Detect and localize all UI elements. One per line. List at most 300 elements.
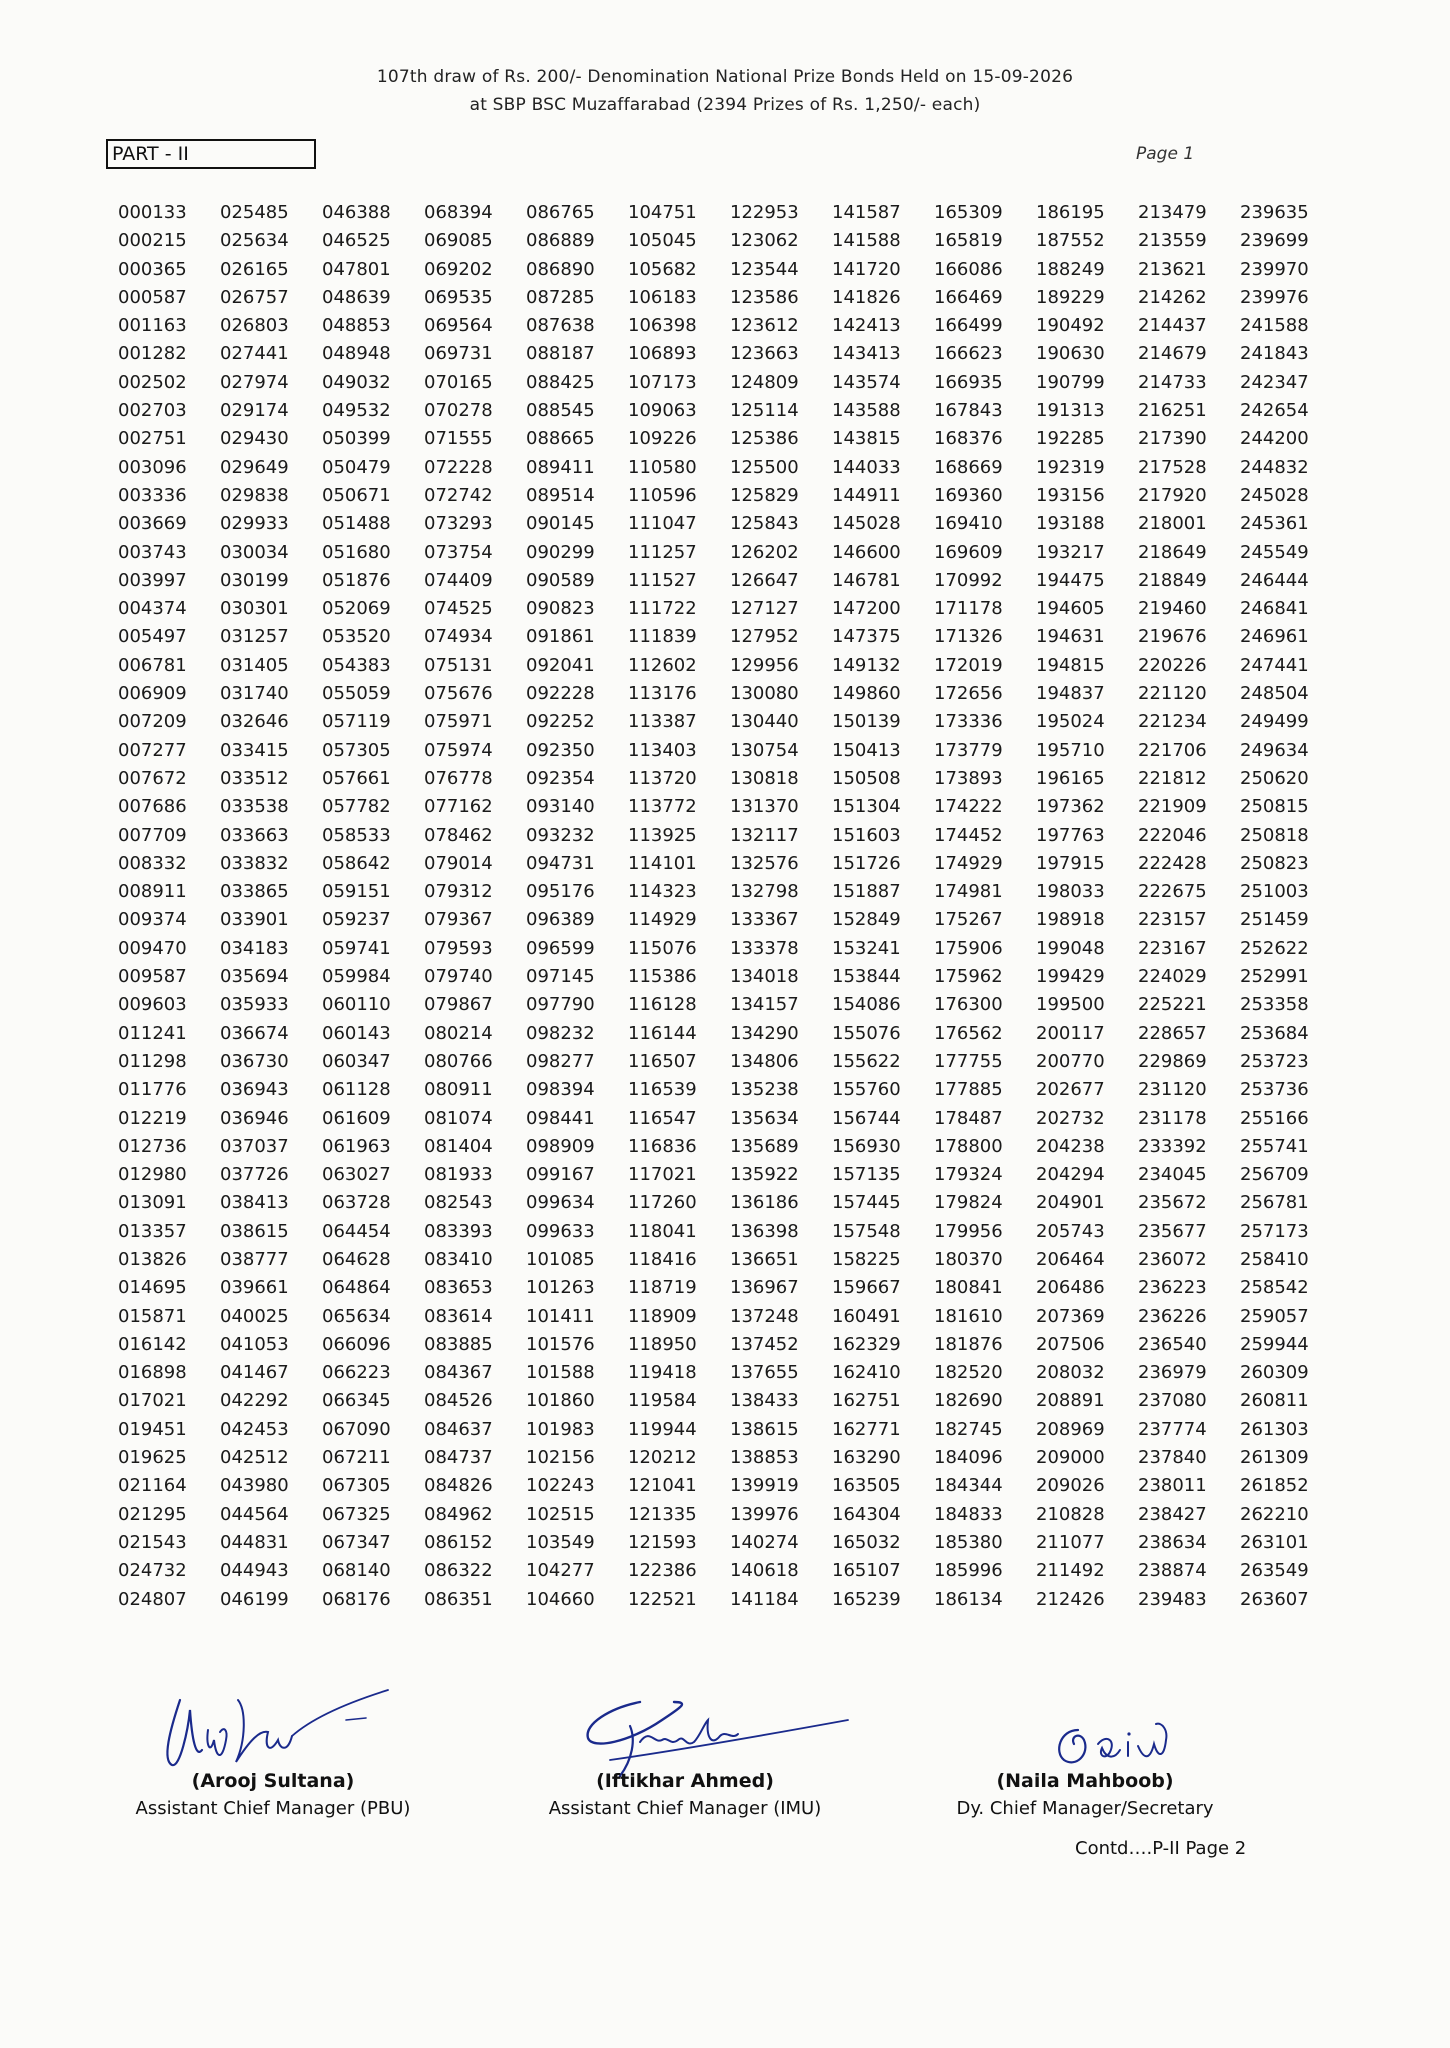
prize-bond-number: 001282 (118, 343, 187, 365)
prize-bond-number: 053520 (322, 626, 391, 648)
prize-bond-number: 074409 (424, 569, 493, 591)
prize-bond-number: 134806 (730, 1050, 799, 1072)
prize-bond-number: 198918 (1036, 909, 1105, 931)
prize-bond-number: 000587 (118, 286, 187, 308)
prize-bond-number: 122521 (628, 1588, 697, 1610)
prize-bond-number: 221234 (1138, 711, 1207, 733)
prize-bond-number: 263549 (1240, 1560, 1309, 1582)
prize-bond-number: 135922 (730, 1164, 799, 1186)
prize-bond-number: 075974 (424, 739, 493, 761)
prize-bond-number: 077162 (424, 796, 493, 818)
prize-bond-number: 066223 (322, 1362, 391, 1384)
prize-bond-number: 136967 (730, 1277, 799, 1299)
prize-bond-number: 029174 (220, 400, 289, 422)
prize-bond-number: 139919 (730, 1475, 799, 1497)
prize-bond-number: 130440 (730, 711, 799, 733)
prize-bond-number: 246841 (1240, 598, 1309, 620)
prize-bond-number: 092041 (526, 654, 595, 676)
prize-bond-number: 046199 (220, 1588, 289, 1610)
prize-bond-number: 097790 (526, 994, 595, 1016)
prize-bond-number: 105682 (628, 258, 697, 280)
prize-bond-number: 003669 (118, 513, 187, 535)
prize-bond-number: 084826 (424, 1475, 493, 1497)
prize-bond-number: 064864 (322, 1277, 391, 1299)
prize-bond-number: 086322 (424, 1560, 493, 1582)
prize-bond-number: 163505 (832, 1475, 901, 1497)
signatory-1-title: Assistant Chief Manager (PBU) (135, 1798, 411, 1819)
prize-bond-number: 214733 (1138, 371, 1207, 393)
prize-bond-number: 063027 (322, 1164, 391, 1186)
prize-bond-number: 165819 (934, 230, 1003, 252)
prize-bond-number: 158225 (832, 1248, 901, 1270)
prize-bond-number: 033832 (220, 852, 289, 874)
prize-bond-number: 000365 (118, 258, 187, 280)
prize-bond-number: 237080 (1138, 1390, 1207, 1412)
prize-bond-number: 130754 (730, 739, 799, 761)
prize-bond-number: 057119 (322, 711, 391, 733)
prize-bond-number: 147200 (832, 598, 901, 620)
prize-bond-number: 081404 (424, 1135, 493, 1157)
prize-bond-number: 143413 (832, 343, 901, 365)
prize-bond-number: 229869 (1138, 1050, 1207, 1072)
prize-bond-number: 068140 (322, 1560, 391, 1582)
prize-bond-number: 084737 (424, 1447, 493, 1469)
prize-bond-number: 223167 (1138, 937, 1207, 959)
prize-bond-number: 113176 (628, 683, 697, 705)
prize-bond-number: 257173 (1240, 1220, 1309, 1242)
prize-bond-number: 051488 (322, 513, 391, 535)
prize-bond-number: 255741 (1240, 1135, 1309, 1157)
prize-bond-number: 165032 (832, 1531, 901, 1553)
prize-bond-number: 239976 (1240, 286, 1309, 308)
prize-bond-number: 204901 (1036, 1192, 1105, 1214)
prize-bond-number: 002703 (118, 400, 187, 422)
prize-bond-number: 030301 (220, 598, 289, 620)
prize-bond-number: 081933 (424, 1164, 493, 1186)
prize-bond-number: 084526 (424, 1390, 493, 1412)
prize-bond-number: 190492 (1036, 315, 1105, 337)
prize-bond-number: 236223 (1138, 1277, 1207, 1299)
prize-bond-number: 151726 (832, 852, 901, 874)
prize-bond-number: 113720 (628, 767, 697, 789)
prize-bond-number: 044831 (220, 1531, 289, 1553)
prize-bond-number: 213479 (1138, 202, 1207, 223)
prize-bond-number: 119944 (628, 1418, 697, 1440)
prize-bond-number: 129956 (730, 654, 799, 676)
prize-bond-number: 202677 (1036, 1079, 1105, 1101)
prize-bond-number: 217528 (1138, 456, 1207, 478)
prize-bond-number: 219460 (1138, 598, 1207, 620)
prize-bond-number: 245549 (1240, 541, 1309, 563)
prize-bond-number: 050479 (322, 456, 391, 478)
prize-bond-number: 175267 (934, 909, 1003, 931)
prize-bond-number: 079014 (424, 852, 493, 874)
prize-bond-number: 113403 (628, 739, 697, 761)
prize-bond-number: 126647 (730, 569, 799, 591)
prize-bond-number: 054383 (322, 654, 391, 676)
prize-bond-number: 044564 (220, 1503, 289, 1525)
prize-bond-number: 233392 (1138, 1135, 1207, 1157)
prize-bond-number: 216251 (1138, 400, 1207, 422)
prize-bond-number: 081074 (424, 1107, 493, 1129)
prize-bond-number: 118041 (628, 1220, 697, 1242)
prize-bond-number: 011776 (118, 1079, 187, 1101)
prize-bond-number: 006781 (118, 654, 187, 676)
prize-bond-number: 055059 (322, 683, 391, 705)
prize-bond-number: 086765 (526, 202, 595, 223)
prize-bond-number: 033865 (220, 881, 289, 903)
prize-bond-number: 033901 (220, 909, 289, 931)
prize-bond-number: 228657 (1138, 1022, 1207, 1044)
prize-bond-number: 250620 (1240, 767, 1309, 789)
prize-bond-number: 166623 (934, 343, 1003, 365)
prize-bond-number: 263101 (1240, 1531, 1309, 1553)
prize-bond-number: 041053 (220, 1333, 289, 1355)
prize-bond-number: 041467 (220, 1362, 289, 1384)
prize-bond-number: 043980 (220, 1475, 289, 1497)
prize-bond-number: 168376 (934, 428, 1003, 450)
prize-bond-number: 180841 (934, 1277, 1003, 1299)
prize-bond-number: 241843 (1240, 343, 1309, 365)
prize-bond-number: 180370 (934, 1248, 1003, 1270)
prize-bond-number: 011298 (118, 1050, 187, 1072)
prize-bond-number: 181610 (934, 1305, 1003, 1327)
prize-bond-number: 050399 (322, 428, 391, 450)
prize-bond-number: 246961 (1240, 626, 1309, 648)
prize-bond-number: 150139 (832, 711, 901, 733)
prize-bond-number: 065634 (322, 1305, 391, 1327)
prize-bond-number: 223157 (1138, 909, 1207, 931)
prize-bond-number: 199500 (1036, 994, 1105, 1016)
prize-bond-number: 202732 (1036, 1107, 1105, 1129)
prize-bond-number: 106398 (628, 315, 697, 337)
prize-bond-number: 091861 (526, 626, 595, 648)
prize-bond-number: 117260 (628, 1192, 697, 1214)
prize-bond-number: 118416 (628, 1248, 697, 1270)
prize-bond-number: 072228 (424, 456, 493, 478)
prize-bond-number: 242347 (1240, 371, 1309, 393)
prize-bond-number: 236979 (1138, 1362, 1207, 1384)
prize-bond-number: 258542 (1240, 1277, 1309, 1299)
prize-bond-number: 050671 (322, 484, 391, 506)
number-column (1138, 199, 1240, 1614)
prize-bond-number: 026757 (220, 286, 289, 308)
prize-bond-number: 089411 (526, 456, 595, 478)
number-column (220, 199, 322, 1614)
prize-bond-number: 166499 (934, 315, 1003, 337)
prize-bond-number: 006909 (118, 683, 187, 705)
prize-bond-number: 123663 (730, 343, 799, 365)
prize-bond-number: 011241 (118, 1022, 187, 1044)
prize-bond-number: 155076 (832, 1022, 901, 1044)
prize-bond-number: 208891 (1036, 1390, 1105, 1412)
prize-bond-number: 152849 (832, 909, 901, 931)
prize-bond-number: 236072 (1138, 1248, 1207, 1270)
draw-subtitle: at SBP BSC Muzaffarabad (2394 Prizes of Rs. 1,250/- each) (469, 95, 981, 115)
prize-bond-number: 125843 (730, 513, 799, 535)
prize-bond-number: 187552 (1036, 230, 1105, 252)
prize-bond-number: 033538 (220, 796, 289, 818)
prize-bond-number: 125829 (730, 484, 799, 506)
signatory-3-title: Dy. Chief Manager/Secretary (956, 1798, 1214, 1819)
prize-bond-number: 088425 (526, 371, 595, 393)
prize-bond-number: 153844 (832, 966, 901, 988)
prize-bond-number: 083653 (424, 1277, 493, 1299)
prize-bond-number: 118719 (628, 1277, 697, 1299)
prize-bond-number: 090145 (526, 513, 595, 535)
prize-bond-number: 082543 (424, 1192, 493, 1214)
prize-bond-number: 151603 (832, 824, 901, 846)
prize-bond-number: 003743 (118, 541, 187, 563)
prize-bond-number: 256781 (1240, 1192, 1309, 1214)
prize-bond-number: 095176 (526, 881, 595, 903)
signatory-2-name: (Iftikhar Ahmed) (596, 1770, 774, 1792)
signatory-1 (108, 1770, 438, 1819)
prize-bond-number: 260811 (1240, 1390, 1309, 1412)
prize-bond-number: 034183 (220, 937, 289, 959)
prize-bond-number: 190799 (1036, 371, 1105, 393)
prize-bond-number: 021543 (118, 1531, 187, 1553)
prize-bond-number: 194475 (1036, 569, 1105, 591)
prize-bond-number: 236540 (1138, 1333, 1207, 1355)
prize-bond-number: 199429 (1036, 966, 1105, 988)
prize-bond-number: 122953 (730, 202, 799, 223)
prize-bond-number: 098394 (526, 1079, 595, 1101)
prize-bond-number: 003096 (118, 456, 187, 478)
prize-bond-number: 168669 (934, 456, 1003, 478)
number-column (934, 199, 1036, 1614)
prize-bond-number: 174452 (934, 824, 1003, 846)
prize-bond-number: 162751 (832, 1390, 901, 1412)
prize-bond-number: 017021 (118, 1390, 187, 1412)
prize-bond-number: 013357 (118, 1220, 187, 1242)
number-column (424, 199, 526, 1614)
prize-bond-number: 166935 (934, 371, 1003, 393)
number-column (1240, 199, 1342, 1614)
prize-bond-number: 123544 (730, 258, 799, 280)
number-column (1036, 199, 1138, 1614)
prize-bond-number: 079593 (424, 937, 493, 959)
prize-bond-number: 162329 (832, 1333, 901, 1355)
prize-bond-number: 170992 (934, 569, 1003, 591)
prize-bond-number: 000133 (118, 202, 187, 223)
prize-bond-number: 193188 (1036, 513, 1105, 535)
prize-bond-number: 206464 (1036, 1248, 1105, 1270)
prize-bond-number: 182745 (934, 1418, 1003, 1440)
prize-bond-number: 155622 (832, 1050, 901, 1072)
prize-bond-number: 035694 (220, 966, 289, 988)
prize-bond-number: 110580 (628, 456, 697, 478)
prize-bond-number: 042512 (220, 1447, 289, 1469)
signatory-2 (520, 1770, 850, 1819)
prize-bond-number: 083410 (424, 1248, 493, 1270)
prize-bond-number: 247441 (1240, 654, 1309, 676)
prize-bond-number: 027974 (220, 371, 289, 393)
prize-bond-number: 116836 (628, 1135, 697, 1157)
prize-bond-number: 174222 (934, 796, 1003, 818)
prize-bond-number: 044943 (220, 1560, 289, 1582)
prize-bond-number: 021164 (118, 1475, 187, 1497)
prize-bond-number: 231120 (1138, 1079, 1207, 1101)
prize-bond-number: 099633 (526, 1220, 595, 1242)
prize-bond-number: 074525 (424, 598, 493, 620)
prize-bond-number: 086889 (526, 230, 595, 252)
prize-bond-number: 092350 (526, 739, 595, 761)
prize-bond-number: 127952 (730, 626, 799, 648)
prize-bond-number: 234045 (1138, 1164, 1207, 1186)
prize-bond-number: 121335 (628, 1503, 697, 1525)
prize-bond-number: 255166 (1240, 1107, 1309, 1129)
prize-bond-number: 149860 (832, 683, 901, 705)
prize-bond-number: 238874 (1138, 1560, 1207, 1582)
prize-bond-number: 119584 (628, 1390, 697, 1412)
prize-bond-number: 012219 (118, 1107, 187, 1129)
prize-bond-number: 116128 (628, 994, 697, 1016)
prize-bond-number: 120212 (628, 1447, 697, 1469)
prize-bond-number: 252991 (1240, 966, 1309, 988)
prize-bond-number: 123586 (730, 286, 799, 308)
signature-arooj-sultana (150, 1670, 410, 1780)
prize-bond-number: 111839 (628, 626, 697, 648)
prize-bond-number: 261309 (1240, 1447, 1309, 1469)
prize-bond-number: 134018 (730, 966, 799, 988)
prize-bond-number: 253736 (1240, 1079, 1309, 1101)
prize-bond-number: 251459 (1240, 909, 1309, 931)
prize-bond-number: 147375 (832, 626, 901, 648)
prize-bond-number: 238011 (1138, 1475, 1207, 1497)
prize-bond-number: 067305 (322, 1475, 391, 1497)
prize-bond-number: 118909 (628, 1305, 697, 1327)
signatory-3 (930, 1770, 1240, 1819)
prize-bond-number: 141184 (730, 1588, 799, 1610)
prize-bond-number: 250818 (1240, 824, 1309, 846)
prize-bond-number: 256709 (1240, 1164, 1309, 1186)
prize-bond-number: 107173 (628, 371, 697, 393)
prize-bond-number: 156930 (832, 1135, 901, 1157)
prize-bond-number: 051680 (322, 541, 391, 563)
prize-bond-number: 036946 (220, 1107, 289, 1129)
prize-bond-number: 012736 (118, 1135, 187, 1157)
prize-bond-number: 079367 (424, 909, 493, 931)
prize-bond-number: 015871 (118, 1305, 187, 1327)
prize-bond-number: 164304 (832, 1503, 901, 1525)
prize-bond-number: 221812 (1138, 767, 1207, 789)
prize-bond-number: 101263 (526, 1277, 595, 1299)
prize-bond-number: 102243 (526, 1475, 595, 1497)
prize-bond-number: 084637 (424, 1418, 493, 1440)
prize-bond-number: 221120 (1138, 683, 1207, 705)
prize-bond-number: 068176 (322, 1588, 391, 1610)
prize-bond-number: 009470 (118, 937, 187, 959)
prize-bond-number: 196165 (1036, 767, 1105, 789)
prize-bond-number: 173336 (934, 711, 1003, 733)
prize-bond-number: 111257 (628, 541, 697, 563)
prize-bond-number: 218649 (1138, 541, 1207, 563)
prize-bond-number: 115386 (628, 966, 697, 988)
prize-bond-number: 237840 (1138, 1447, 1207, 1469)
prize-bond-number: 179324 (934, 1164, 1003, 1186)
prize-bond-number: 060110 (322, 994, 391, 1016)
prize-bond-number: 165107 (832, 1560, 901, 1582)
prize-bond-number: 172019 (934, 654, 1003, 676)
prize-bond-number: 059237 (322, 909, 391, 931)
prize-bond-number: 057661 (322, 767, 391, 789)
prize-bond-number: 075971 (424, 711, 493, 733)
prize-bond-number: 199048 (1036, 937, 1105, 959)
prize-bond-number: 088665 (526, 428, 595, 450)
prize-bond-number: 217390 (1138, 428, 1207, 450)
prize-bond-number: 032646 (220, 711, 289, 733)
prize-bond-number: 073293 (424, 513, 493, 535)
prize-bond-number: 049032 (322, 371, 391, 393)
prize-bond-number: 079740 (424, 966, 493, 988)
prize-bond-number: 051876 (322, 569, 391, 591)
prize-bond-number: 042453 (220, 1418, 289, 1440)
prize-bond-number: 246444 (1240, 569, 1309, 591)
prize-bond-number: 114101 (628, 852, 697, 874)
prize-bond-number: 101411 (526, 1305, 595, 1327)
prize-bond-number: 083393 (424, 1220, 493, 1242)
prize-bond-number: 086152 (424, 1531, 493, 1553)
prize-bond-number: 200117 (1036, 1022, 1105, 1044)
prize-bond-number: 094731 (526, 852, 595, 874)
prize-bond-number: 235672 (1138, 1192, 1207, 1214)
prize-bond-number: 134290 (730, 1022, 799, 1044)
prize-bond-number: 116547 (628, 1107, 697, 1129)
prize-bond-number: 031740 (220, 683, 289, 705)
prize-bond-number: 039661 (220, 1277, 289, 1299)
prize-bond-number: 086351 (424, 1588, 493, 1610)
prize-bond-number: 245361 (1240, 513, 1309, 535)
prize-bond-number: 185996 (934, 1560, 1003, 1582)
prize-bond-number: 141588 (832, 230, 901, 252)
prize-bond-number: 119418 (628, 1362, 697, 1384)
prize-bond-number: 092228 (526, 683, 595, 705)
prize-bond-number: 249634 (1240, 739, 1309, 761)
prize-bond-number: 099634 (526, 1192, 595, 1214)
prize-bond-number: 174981 (934, 881, 1003, 903)
number-column (832, 199, 934, 1614)
prize-bond-number: 184344 (934, 1475, 1003, 1497)
prize-bond-number: 048853 (322, 315, 391, 337)
prize-bond-number: 049532 (322, 400, 391, 422)
signatory-2-title: Assistant Chief Manager (IMU) (548, 1798, 822, 1819)
prize-bond-number: 167843 (934, 400, 1003, 422)
prize-bond-number: 088187 (526, 343, 595, 365)
prize-bond-number-table (118, 199, 1340, 1614)
prize-bond-number: 262210 (1240, 1503, 1309, 1525)
prize-bond-number: 016142 (118, 1333, 187, 1355)
prize-bond-number: 040025 (220, 1305, 289, 1327)
prize-bond-number: 072742 (424, 484, 493, 506)
prize-bond-number: 079867 (424, 994, 493, 1016)
prize-bond-number: 003997 (118, 569, 187, 591)
prize-bond-number: 098232 (526, 1022, 595, 1044)
prize-bond-number: 144911 (832, 484, 901, 506)
prize-bond-number: 204238 (1036, 1135, 1105, 1157)
prize-bond-number: 239635 (1240, 202, 1309, 223)
prize-bond-number: 009374 (118, 909, 187, 931)
prize-bond-number: 261852 (1240, 1475, 1309, 1497)
prize-bond-number: 029933 (220, 513, 289, 535)
prize-bond-number: 104660 (526, 1588, 595, 1610)
prize-bond-number: 090823 (526, 598, 595, 620)
prize-bond-number: 213621 (1138, 258, 1207, 280)
prize-bond-number: 259944 (1240, 1333, 1309, 1355)
prize-bond-number: 110596 (628, 484, 697, 506)
prize-bond-number: 069085 (424, 230, 493, 252)
prize-bond-number: 030199 (220, 569, 289, 591)
